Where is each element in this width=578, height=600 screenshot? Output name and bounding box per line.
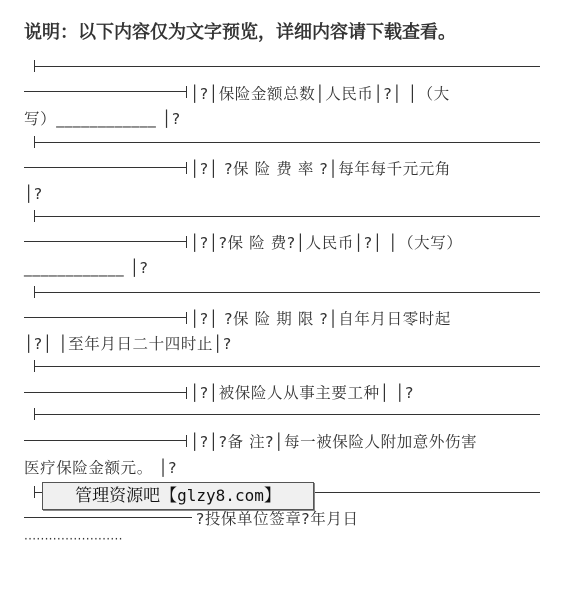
preview-notice: 说明：以下内容仅为文字预览，详细内容请下载查看。 (24, 22, 456, 43)
table-border-line (24, 167, 186, 168)
table-border-line (34, 366, 540, 367)
signature-line-text: ?投保单位签章?年月日 (196, 510, 359, 528)
table-border-line (24, 317, 186, 318)
watermark-url: glzy8.com (177, 486, 264, 505)
table-border-line (24, 517, 192, 518)
table-cell-tick (186, 312, 187, 324)
table-cell-tick (186, 86, 187, 98)
table-cell-tick (186, 387, 187, 399)
table-row-text: │?│ ?保 险 期 限 ?│自年月日零时起 (190, 310, 452, 328)
table-row-text: │?│?保 险 费?│人民币│?│ │（大写） (190, 234, 463, 252)
table-row-text: │? (24, 185, 43, 203)
table-border-line (34, 414, 540, 415)
table-border-line (34, 66, 540, 67)
table-border-line (24, 440, 186, 441)
table-border-line (34, 142, 540, 143)
table-row-text: │?│?备 注?│每一被保险人附加意外伤害 (190, 433, 478, 451)
table-row-text: 医疗保险金额元。 │? (24, 459, 178, 477)
watermark-close-bracket: 】 (263, 486, 281, 506)
site-watermark-banner[interactable] (42, 482, 314, 510)
table-row-text: ____________ │? (24, 259, 149, 277)
table-row-text: │?│被保险人从事主要工种│ │? (190, 384, 414, 402)
table-border-line (34, 216, 540, 217)
table-border-line (24, 392, 186, 393)
table-row-text: │?│保险金额总数│人民币│?│ │（大 (190, 85, 450, 103)
table-border-line (24, 91, 186, 92)
watermark-site-name: 管理资源吧【 (75, 486, 178, 506)
table-row-text: │?│ │至年月日二十四时止│? (24, 335, 232, 353)
table-cell-tick (186, 236, 187, 248)
ellipsis-dots: ························ (24, 532, 123, 546)
table-row-text: 写）____________ │? (24, 110, 181, 128)
table-border-line (24, 241, 186, 242)
table-row-text: │?│ ?保 险 费 率 ?│每年每千元元角 (190, 160, 452, 178)
table-border-line (34, 292, 540, 293)
table-cell-tick (186, 435, 187, 447)
table-cell-tick (186, 162, 187, 174)
